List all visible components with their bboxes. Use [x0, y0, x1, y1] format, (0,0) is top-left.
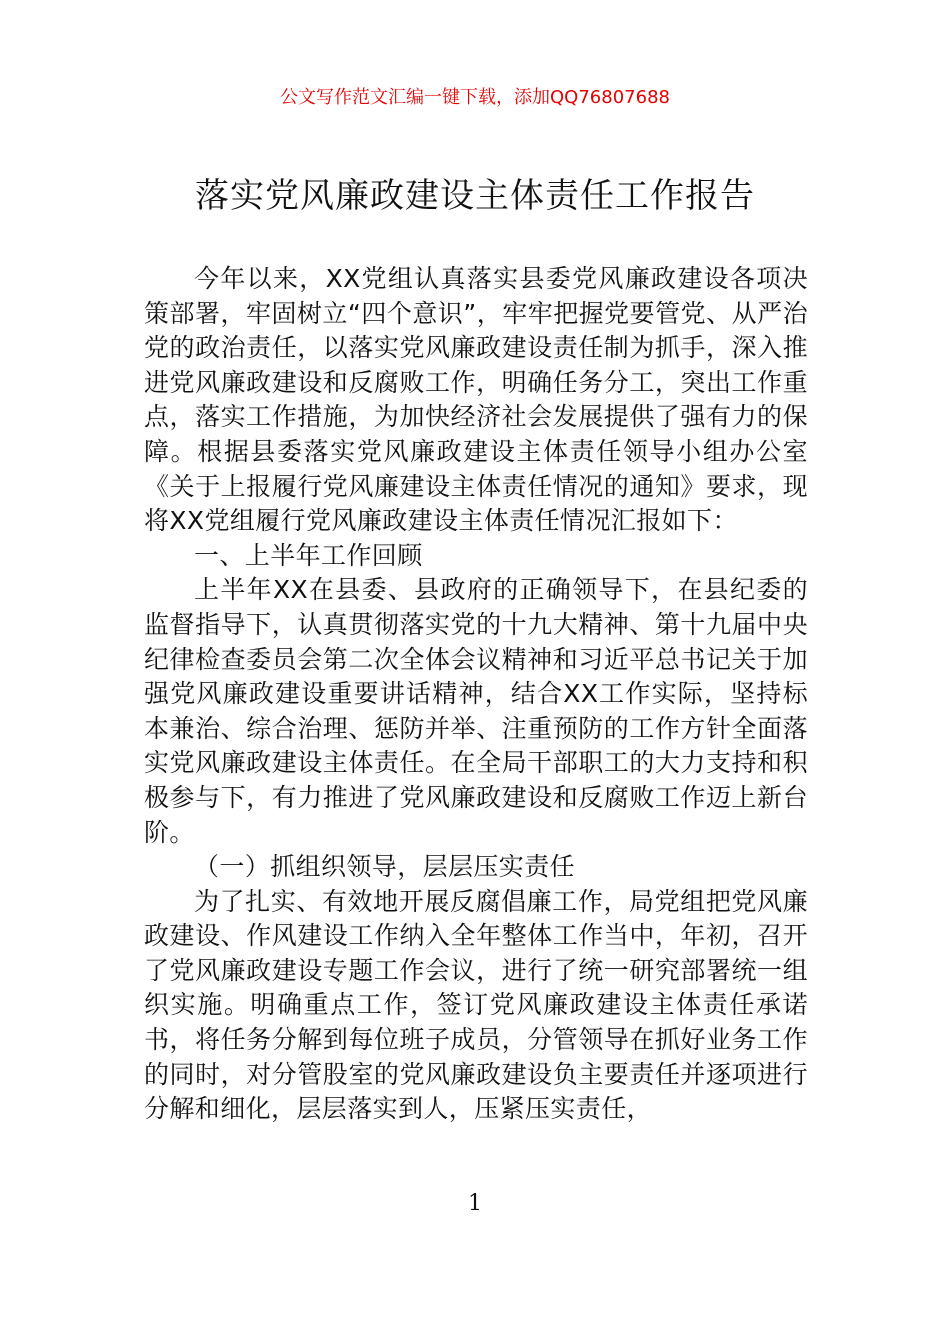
- section-heading-review: 一、上半年工作回顾: [194, 540, 423, 570]
- page-title: 落实党风廉政建设主体责任工作报告: [195, 176, 755, 216]
- document-body: [144, 262, 808, 1127]
- subsection-heading-organization: （一）抓组织领导，层层压实责任: [194, 852, 576, 882]
- organization-paragraph: 为了扎实、有效地开展反腐倡廉工作，局党组把党风廉政建设、作风建设工作纳入全年整体工作当中，年初，召开了党风廉政建设专题工作会议，进行了统一研究部署统一组织实施。明确重点工作，签订党风廉政建设主体责任承诺书，将任务分解到每位班子成员，分管领导在抓好业务工作的同时，对分管股室的党风廉政建设负主要责任并逐项进行分解和细化，层层落实到人，压紧压实责任，: [144, 886, 808, 1124]
- page-number: 1: [468, 1191, 482, 1216]
- review-paragraph: 上半年XX在县委、县政府的正确领导下，在县纪委的监督指导下，认真贯彻落实党的十九大精神、第十九届中央纪律检查委员会第二次全体会议精神和习近平总书记关于加强党风廉政建设重要讲话精神，结合XX工作实际，坚持标本兼治、综合治理、惩防并举、注重预防的工作方针全面落实党风廉政建设主体责任。在全局干部职工的大力支持和积极参与下，有力推进了党风廉政建设和反腐败工作迈上新台阶。: [144, 575, 808, 847]
- intro-paragraph: 今年以来，XX党组认真落实县委党风廉政建设各项决策部署，牢固树立“四个意识”，牢牢把握党要管党、从严治党的政治责任，以落实党风廉政建设责任制为抓手，深入推进党风廉政建设和反腐败工作，明确任务分工，突出工作重点，落实工作措施，为加快经济社会发展提供了强有力的保障。根据县委落实党风廉政建设主体责任领导小组办公室《关于上报履行党风廉建设主体责任情况的通知》要求，现将XX党组履行党风廉政建设主体责任情况汇报如下：: [144, 264, 808, 536]
- download-watermark: 公文写作范文汇编一键下载，添加QQ76807688: [280, 87, 670, 108]
